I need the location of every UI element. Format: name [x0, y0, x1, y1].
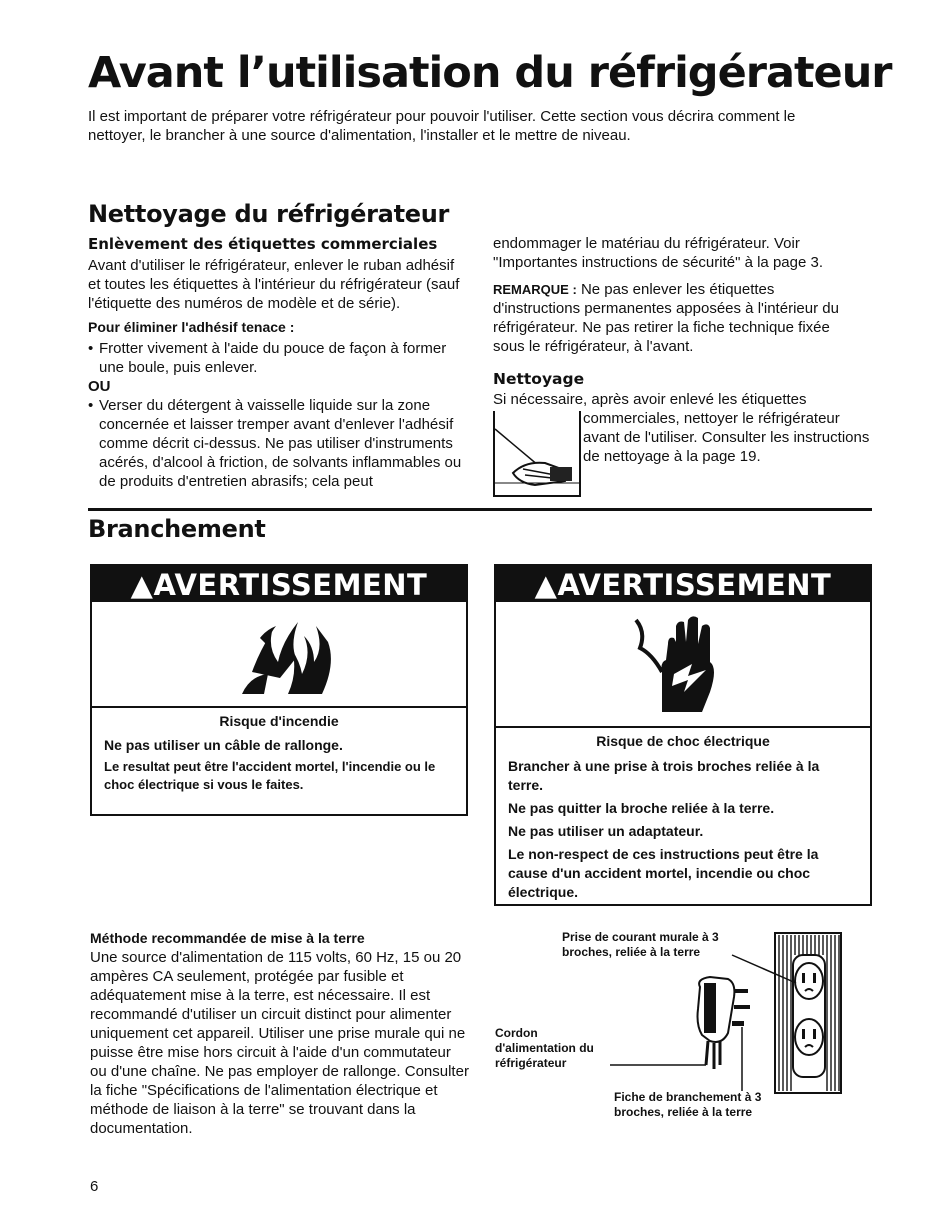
cleaning-left-column: [88, 235, 468, 491]
fire-pictogram: [92, 602, 466, 708]
shock-line1: Brancher à une prise à trois broches reliée à la terre.: [508, 758, 820, 793]
adhesive-title: Pour éliminer l'adhésif tenace :: [88, 319, 295, 335]
fire-warning-text: [92, 708, 466, 802]
outlet-plug-illustration: [600, 925, 850, 1105]
flame-icon: [92, 602, 466, 706]
cleaning-right-column: [493, 234, 863, 356]
remark-label: REMARQUE :: [493, 282, 577, 297]
nettoyage-text: commerciales, nettoyer le réfrigérateur avant de l'utiliser. Consulter les instructions de nettoyage à la page 19.: [583, 410, 870, 465]
plug-label: Fiche de branchement à 3 broches, reliée à la terre: [614, 1090, 762, 1119]
intro-text: Il est important de préparer votre réfrigérateur pour pouvoir l'utiliser. Cette section vous décrira comment le nettoyer, le brancher à une source d'alimentation, l'installer et le mettre de niveau.: [88, 108, 796, 144]
shock-pictogram: [496, 602, 870, 728]
list-item: • Frotter vivement à l'aide du pouce de façon à former une boule, puis enlever.: [88, 339, 468, 377]
shock-warning-header: [496, 566, 870, 602]
cleaning-heading: Nettoyage du réfrigérateur: [88, 200, 450, 228]
labels-paragraph: Avant d'utiliser le réfrigérateur, enlever le ruban adhésif et toutes les étiquettes à l'intérieur du réfrigérateur (sauf l'étiquette des numéros de modèle et de série).: [88, 257, 460, 312]
continued-text: endommager le matériau du réfrigérateur. Voir "Importantes instructions de sécurité" à la page 3.: [493, 235, 823, 271]
labels-subheading: Enlèvement des étiquettes commerciales: [88, 235, 438, 253]
wall-outlet-icon: [775, 933, 841, 1093]
cleaning-illustration: [493, 411, 581, 497]
warning-triangle-icon: ▲: [534, 568, 558, 602]
shock-risk-title: Risque de choc électrique: [596, 733, 770, 749]
nettoyage-line1: Si nécessaire, après avoir enlevé les étiquettes: [493, 391, 807, 408]
outlet-label: Prise de courant murale à 3 broches, reliée à la terre: [562, 930, 719, 959]
fire-warning-header: [92, 566, 466, 602]
shock-warning-label: AVERTISSEMENT: [557, 568, 832, 602]
warning-triangle-icon: ▲: [130, 568, 154, 602]
electric-hand-icon: [496, 602, 870, 726]
adhesive-list-2: [88, 396, 468, 491]
branchement-heading: Branchement: [88, 515, 266, 543]
shock-warning-text: [496, 728, 870, 910]
fire-line1: Ne pas utiliser un câble de rallonge.: [104, 737, 343, 753]
method-title: Méthode recommandée de mise à la terre: [90, 930, 365, 946]
or-label: OU: [88, 378, 111, 395]
shock-warning-box: [494, 564, 872, 906]
fire-line2: Le resultat peut être l'accident mortel, l'incendie ou le choc électrique si vous le faites.: [104, 759, 436, 792]
method-text: Une source d'alimentation de 115 volts, 60 Hz, 15 ou 20 ampères CA seulement, protégée par fusible et adéquatement mise à la terre, est nécessaire. Il est recommandé d'utiliser un circuit distinct pour alimenter uniquement cet appareil. Utiliser une prise murale qui ne puisse être mise hors circuit à l'aide d'un commutateur ou d'une chaîne. Ne pas employer de rallonge. Consulter la fiche "Spécifications de l'alimentation électrique et méthode de liaison à la terre" se trouvant dans la documentation.: [90, 949, 469, 1137]
fire-warning-label: AVERTISSEMENT: [153, 568, 428, 602]
fire-warning-box: [90, 564, 468, 816]
list-item: • Verser du détergent à vaisselle liquide sur la zone concernée et laisser tremper avant d'enlever l'adhésif comme décrit ci-dessus. Ne pas utiliser d'instruments acérés, d'alcool à friction, de solvants inflammables ou de produits d'entretien abrasifs; cela peut: [88, 396, 468, 491]
section-divider: [88, 508, 872, 511]
remark-text: Ne pas enlever les étiquettes d'instructions permanentes apposées à l'intérieur du réfrigérateur. Ne pas retirer la fiche technique fixée sous le réfrigérateur, à l'avant.: [493, 281, 839, 355]
grounding-method: [90, 929, 470, 1138]
remark-paragraph: [493, 280, 863, 356]
shock-line2: Ne pas quitter la broche reliée à la terre.: [508, 800, 775, 816]
adhesive-list: [88, 339, 468, 377]
page-number: 6: [90, 1178, 99, 1195]
shock-line4: Le non-respect de ces instructions peut être la cause d'un accident mortel, incendie ou choc électrique.: [508, 846, 819, 900]
nettoyage-subheading: Nettoyage: [493, 370, 585, 388]
page-title: Avant l’utilisation du réfrigérateur: [88, 48, 892, 98]
fire-risk-title: Risque d'incendie: [219, 713, 339, 729]
cord-label: Cordon d'alimentation du réfrigérateur: [495, 1026, 594, 1070]
sponge-hand-icon: [495, 411, 579, 495]
shock-line3: Ne pas utiliser un adaptateur.: [508, 823, 704, 839]
